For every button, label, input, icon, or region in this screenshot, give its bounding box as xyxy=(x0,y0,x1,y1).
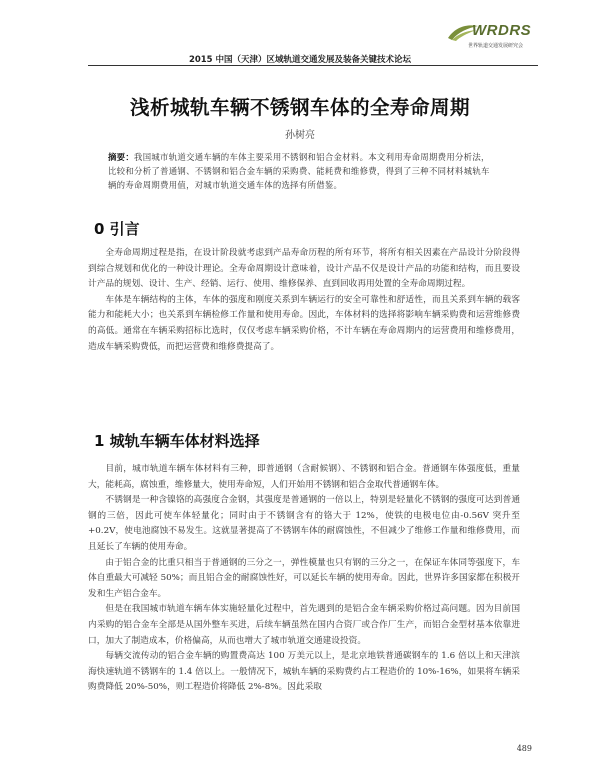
paragraph: 目前，城市轨道车辆车体材料有三种，即普通钢（含耐候钢）、不锈钢和铝合金。普通钢车体强度低，重量大，能耗高，腐蚀重，维修量大，使用寿命短，人们开始用不锈钢和铝合金取代普通钢车体。 xyxy=(88,464,520,490)
paragraph: 每辆交流传动的铝合金车辆的购置费高达 100 万美元以上，是北京地铁普通碳钢车的 1.6 倍以上和天津滨海快速轨道不锈钢车的 1.4 倍以上。一般情况下，城轨车辆的采购费约占工程造价的 10%-16%，如果将车辆采购费降低 20%-50%，则工程造价将降低 2%-8%。因此采取 xyxy=(88,651,520,693)
paper-author: 孙树亮 xyxy=(285,130,315,141)
abstract-label: 摘要： xyxy=(108,152,135,162)
abstract xyxy=(108,150,498,192)
section-heading-material: 1 城轨车辆车体材料选择 xyxy=(94,432,260,450)
section-material xyxy=(88,462,520,696)
logo-text: WRDRS xyxy=(472,22,532,39)
paragraph: 不锈钢是一种含镍铬的高强度合金钢，其强度是普通钢的一倍以上，特别是轻量化不锈钢的强度可达到普通钢的三倍，因此可使车体轻量化；同时由于不锈钢含有的铬大于 12%，使铁的电极电位由-0.56V 突升至+0.2V，使电池腐蚀不易发生。这就显著提高了不锈钢车体的耐腐蚀性，不但减少了维修工作量和维修费用，而且延长了车辆的使用寿命。 xyxy=(88,495,520,552)
abstract-text: 我国城市轨道交通车辆的车体主要采用不锈钢和铝合金材料。本文利用寿命周期费用分析法，比较和分析了普通钢、不锈钢和铝合金车辆的采购费、能耗费和维修费，得到了三种不同材料城轨车辆的寿命周期费用值，对城市轨道交通车体的选择有所借鉴。 xyxy=(108,152,490,190)
section-heading-introduction: 0 引言 xyxy=(94,220,140,238)
paragraph: 由于铝合金的比重只相当于普通钢的三分之一，弹性模量也只有钢的三分之一，在保证车体同等强度下，车体自重最大可减轻 50%；而且铝合金的耐腐蚀性好，可以延长车辆的使用寿命。因此，世界许多国家都在积极开发和生产铝合金车。 xyxy=(88,557,520,599)
logo-subtitle: 世界轨道交通发展研究会 xyxy=(468,43,524,49)
page-number: 489 xyxy=(516,744,532,753)
paragraph: 全寿命周期过程是指，在设计阶段就考虑到产品寿命历程的所有环节，将所有相关因素在产品设计分阶段得到综合规划和优化的一种设计理论。全寿命周期设计意味着，设计产品不仅是设计产品的功能和结构，而且要设计产品的规划、设计、生产、经销、运行、使用、维修保养、直到回收再用处置的全寿命周期过程。 xyxy=(88,248,520,290)
paragraph: 但是在我国城市轨道车辆车体实施轻量化过程中，首先遇到的是铝合金车辆采购价格过高问题。因为目前国内采购的铝合金车全部是从国外整车买进，后续车辆虽然在国内合资厂或合作厂生产，而铝合金型材基本依靠进口，加大了制造成本，价格偏高，从而也增大了城市轨道交通建设投资。 xyxy=(88,604,520,646)
header-divider xyxy=(88,65,538,66)
paper-title: 浅析城轨车辆不锈钢车体的全寿命周期 xyxy=(129,96,470,119)
section-introduction xyxy=(88,246,520,355)
conference-header: 2015 中国（天津）区域轨道交通发展及装备关键技术论坛 xyxy=(188,55,412,65)
paragraph: 车体是车辆结构的主体，车体的强度和刚度关系到车辆运行的安全可靠性和舒适性，而且关系到车辆的载客能力和能耗大小；也关系到车辆检修工作量和使用寿命。因此，车体材料的选择将影响车辆采购费和运营维修费的高低。通常在车辆采购招标比选时，仅仅考虑车辆采购价格，不计车辆在寿命周期内的运营费用和维修费用，造成车辆采购费低，而把运营费和维修费提高了。 xyxy=(88,294,520,352)
wrdrs-logo xyxy=(446,16,538,52)
